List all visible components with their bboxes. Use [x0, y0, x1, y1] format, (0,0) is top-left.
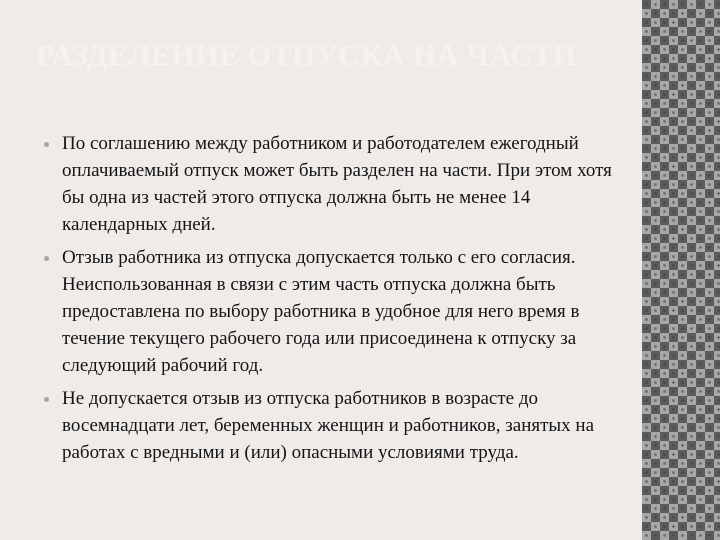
bullet-text: По соглашению между работником и работодателем ежегодный оплачиваемый отпуск может быть разделен на части. При этом хотя бы одна из частей этого отпуска должна быть не менее 14 календарных дней.: [62, 133, 612, 235]
bullet-dot-icon: [44, 256, 49, 261]
slide-title: РАЗДЕЛЕНИЕ ОТПУСКА НА ЧАСТИ: [36, 39, 577, 72]
bullet-item: [44, 130, 636, 238]
bullet-item: [44, 385, 636, 466]
bullet-dot-icon: [44, 142, 49, 147]
bullet-list: [44, 130, 636, 472]
bullet-dot-icon: [44, 397, 49, 402]
bullet-item: [44, 244, 636, 379]
decorative-pattern-strip: [642, 0, 720, 540]
bullet-text: Отзыв работника из отпуска допускается только с его согласия. Неиспользованная в связи с этим часть отпуска должна быть предоставлена по выбору работника в удобное для него время в течение текущего рабочего года или присоединена к отпуску за следующий рабочий год.: [62, 247, 580, 376]
bullet-text: Не допускается отзыв из отпуска работников в возрасте до восемнадцати лет, беременных женщин и работников, занятых на работах с вредными и (или) опасными условиями труда.: [62, 388, 595, 463]
